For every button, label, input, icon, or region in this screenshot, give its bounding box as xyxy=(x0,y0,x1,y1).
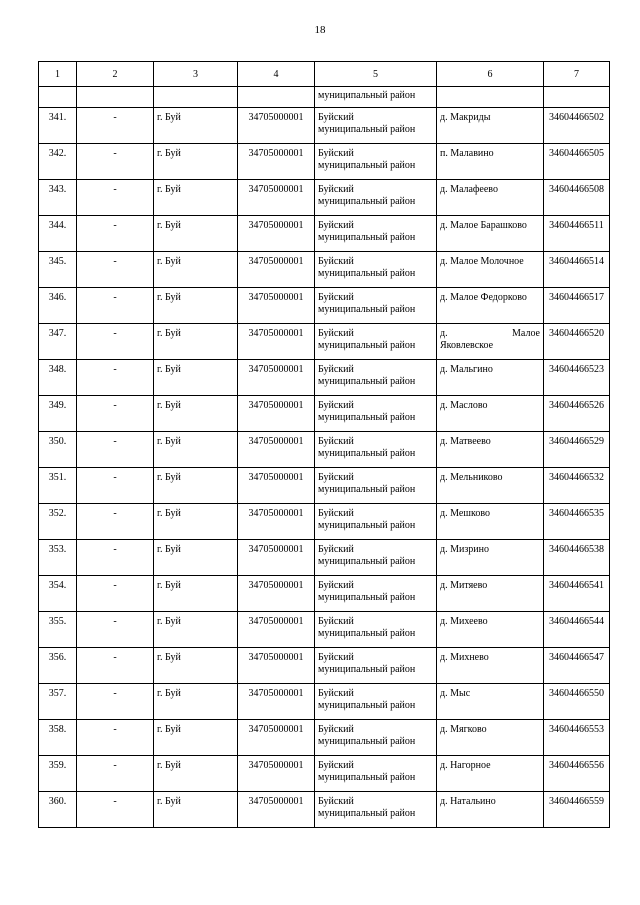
cell-city-code: 34705000001 xyxy=(238,288,315,324)
table-row xyxy=(39,324,610,360)
cell-municipality xyxy=(315,288,437,324)
settlement-name: д. Малафеево xyxy=(440,184,498,195)
cell-settlement-code: 34604466550 xyxy=(544,684,610,720)
municipality-type: муниципальный район xyxy=(318,412,416,423)
municipality-type: муниципальный район xyxy=(318,160,416,171)
cell-city-code: 34705000001 xyxy=(238,216,315,252)
settlement-name: д. Малое Молочное xyxy=(440,256,524,267)
cell-city: г. Буй xyxy=(154,324,238,360)
cell-settlement xyxy=(437,792,544,828)
table-row xyxy=(39,756,610,792)
settlement-name-part: Малое xyxy=(512,328,540,339)
settlement-name: д. Митяево xyxy=(440,580,488,591)
cell-municipality xyxy=(315,324,437,360)
cell-municipality xyxy=(315,540,437,576)
cell xyxy=(154,87,238,108)
cell-dash: - xyxy=(77,720,154,756)
cell-settlement-code: 34604466553 xyxy=(544,720,610,756)
settlement-name: д. Нагорное xyxy=(440,760,491,771)
header-col-5: 5 xyxy=(315,62,437,87)
municipality-name: Буйский xyxy=(318,400,354,411)
cell-settlement-code: 34604466520 xyxy=(544,324,610,360)
municipality-name: Буйский xyxy=(318,724,354,735)
cell-settlement xyxy=(437,468,544,504)
cell-city: г. Буй xyxy=(154,792,238,828)
cell-city: г. Буй xyxy=(154,288,238,324)
cell-number: 342. xyxy=(39,144,77,180)
cell-settlement xyxy=(437,360,544,396)
cell-city: г. Буй xyxy=(154,756,238,792)
cell-dash: - xyxy=(77,432,154,468)
settlement-name: д. Мельниково xyxy=(440,472,503,483)
cell-number: 353. xyxy=(39,540,77,576)
cell xyxy=(544,87,610,108)
cell-city-code: 34705000001 xyxy=(238,108,315,144)
cell-settlement-code: 34604466502 xyxy=(544,108,610,144)
cell-settlement-code: 34604466508 xyxy=(544,180,610,216)
cell-city: г. Буй xyxy=(154,432,238,468)
cell-city-code: 34705000001 xyxy=(238,252,315,288)
cell-city-code: 34705000001 xyxy=(238,720,315,756)
cell-municipality xyxy=(315,720,437,756)
municipality-name: Буйский xyxy=(318,688,354,699)
cell-settlement xyxy=(437,540,544,576)
municipality-type: муниципальный район xyxy=(318,736,416,747)
municipality-name: Буйский xyxy=(318,508,354,519)
cell-settlement-code: 34604466556 xyxy=(544,756,610,792)
table-row xyxy=(39,648,610,684)
table-row xyxy=(39,540,610,576)
cell-city: г. Буй xyxy=(154,504,238,540)
municipality-type: муниципальный район xyxy=(318,556,416,567)
table-row xyxy=(39,108,610,144)
cell-city: г. Буй xyxy=(154,576,238,612)
table-row xyxy=(39,684,610,720)
cell-municipality xyxy=(315,216,437,252)
cell-settlement xyxy=(437,396,544,432)
municipality-type: муниципальный район xyxy=(318,772,416,783)
cell-settlement-code: 34604466523 xyxy=(544,360,610,396)
cell-city: г. Буй xyxy=(154,648,238,684)
cell-municipality xyxy=(315,612,437,648)
cell-number: 350. xyxy=(39,432,77,468)
cell xyxy=(238,87,315,108)
cell-settlement xyxy=(437,216,544,252)
settlement-name: п. Малавино xyxy=(440,148,494,159)
municipality-name: Буйский xyxy=(318,220,354,231)
municipality-name: Буйский xyxy=(318,472,354,483)
cell-dash: - xyxy=(77,468,154,504)
cell-municipality: муниципальный район xyxy=(315,87,437,108)
cell-dash: - xyxy=(77,360,154,396)
cell-city-code: 34705000001 xyxy=(238,684,315,720)
settlements-table xyxy=(38,61,610,828)
cell-dash: - xyxy=(77,504,154,540)
cell-number: 344. xyxy=(39,216,77,252)
cell-settlement xyxy=(437,432,544,468)
cell xyxy=(77,87,154,108)
municipality-name: Буйский xyxy=(318,184,354,195)
municipality-type: муниципальный район xyxy=(318,124,416,135)
cell-dash: - xyxy=(77,108,154,144)
cell-settlement-code: 34604466559 xyxy=(544,792,610,828)
cell xyxy=(437,87,544,108)
settlement-name: д. Мизрино xyxy=(440,544,489,555)
municipality-name: Буйский xyxy=(318,544,354,555)
municipality-type: муниципальный район xyxy=(318,268,416,279)
settlement-name: д. Натальино xyxy=(440,796,496,807)
cell-settlement xyxy=(437,504,544,540)
municipality-type: муниципальный район xyxy=(318,376,416,387)
table-row xyxy=(39,252,610,288)
cell-settlement xyxy=(437,324,544,360)
cell-dash: - xyxy=(77,792,154,828)
cell-number: 343. xyxy=(39,180,77,216)
cell-city: г. Буй xyxy=(154,396,238,432)
municipality-type: муниципальный район xyxy=(318,592,416,603)
cell-city-code: 34705000001 xyxy=(238,144,315,180)
cell-municipality xyxy=(315,576,437,612)
cell-city-code: 34705000001 xyxy=(238,612,315,648)
cell-city: г. Буй xyxy=(154,468,238,504)
cell-settlement xyxy=(437,252,544,288)
cell-municipality xyxy=(315,504,437,540)
cell-city-code: 34705000001 xyxy=(238,504,315,540)
cell-dash: - xyxy=(77,648,154,684)
header-col-2: 2 xyxy=(77,62,154,87)
municipality-name: Буйский xyxy=(318,148,354,159)
cell-settlement xyxy=(437,144,544,180)
municipality-type: муниципальный район xyxy=(318,448,416,459)
settlement-name: д. Маслово xyxy=(440,400,488,411)
table-row xyxy=(39,396,610,432)
cell-municipality xyxy=(315,396,437,432)
settlement-name: д. Мальгино xyxy=(440,364,493,375)
cell-dash: - xyxy=(77,612,154,648)
cell-city-code: 34705000001 xyxy=(238,432,315,468)
cell-city-code: 34705000001 xyxy=(238,468,315,504)
settlement-line-1 xyxy=(440,328,540,340)
cell-city: г. Буй xyxy=(154,108,238,144)
cell-municipality xyxy=(315,684,437,720)
table-header-row xyxy=(39,62,610,87)
header-col-3: 3 xyxy=(154,62,238,87)
municipality-type: муниципальный район xyxy=(318,700,416,711)
settlement-name: д. Михеево xyxy=(440,616,488,627)
cell-settlement-code: 34604466526 xyxy=(544,396,610,432)
settlement-name: д. Матвеево xyxy=(440,436,491,447)
cell-number: 346. xyxy=(39,288,77,324)
cell-municipality xyxy=(315,252,437,288)
cell-dash: - xyxy=(77,756,154,792)
cell-dash: - xyxy=(77,396,154,432)
cell-number: 359. xyxy=(39,756,77,792)
cell-number: 347. xyxy=(39,324,77,360)
cell-settlement-code: 34604466541 xyxy=(544,576,610,612)
cell-city-code: 34705000001 xyxy=(238,576,315,612)
header-col-1: 1 xyxy=(39,62,77,87)
cell-settlement-code: 34604466538 xyxy=(544,540,610,576)
municipality-name: Буйский xyxy=(318,364,354,375)
cell-city: г. Буй xyxy=(154,720,238,756)
cell-settlement xyxy=(437,288,544,324)
cell-dash: - xyxy=(77,288,154,324)
cell-settlement-code: 34604466529 xyxy=(544,432,610,468)
cell-number: 348. xyxy=(39,360,77,396)
cell-municipality xyxy=(315,468,437,504)
municipality-type: муниципальный район xyxy=(318,340,416,351)
page-number: 18 xyxy=(314,24,326,36)
settlement-name: д. Михнево xyxy=(440,652,489,663)
cell-settlement xyxy=(437,720,544,756)
cell-city-code: 34705000001 xyxy=(238,396,315,432)
cell-settlement xyxy=(437,684,544,720)
cell-settlement xyxy=(437,756,544,792)
cell-city-code: 34705000001 xyxy=(238,360,315,396)
municipality-name: Буйский xyxy=(318,580,354,591)
municipality-name: Буйский xyxy=(318,796,354,807)
cell-city: г. Буй xyxy=(154,612,238,648)
municipality-type: муниципальный район xyxy=(318,520,416,531)
cell-dash: - xyxy=(77,576,154,612)
municipality-name: Буйский xyxy=(318,328,354,339)
cell-number: 341. xyxy=(39,108,77,144)
table-row xyxy=(39,432,610,468)
cell-settlement xyxy=(437,108,544,144)
cell-dash: - xyxy=(77,540,154,576)
table-row xyxy=(39,468,610,504)
cell-city: г. Буй xyxy=(154,540,238,576)
cell-number: 349. xyxy=(39,396,77,432)
cell-dash: - xyxy=(77,324,154,360)
cell-dash: - xyxy=(77,216,154,252)
settlement-name: д. Мешково xyxy=(440,508,490,519)
settlement-name: д. Мыс xyxy=(440,688,471,699)
cell-municipality xyxy=(315,792,437,828)
cell-settlement-code: 34604466535 xyxy=(544,504,610,540)
table-row xyxy=(39,216,610,252)
cell-city-code: 34705000001 xyxy=(238,180,315,216)
cell-dash: - xyxy=(77,180,154,216)
cell-settlement-code: 34604466547 xyxy=(544,648,610,684)
cell-settlement-code: 34604466514 xyxy=(544,252,610,288)
table-row xyxy=(39,180,610,216)
municipality-name: Буйский xyxy=(318,292,354,303)
municipality-type: муниципальный район xyxy=(318,196,416,207)
cell-city: г. Буй xyxy=(154,252,238,288)
settlement-name-part: Яковлевское xyxy=(440,340,494,351)
settlement-name: д. Мягково xyxy=(440,724,487,735)
cell-number: 352. xyxy=(39,504,77,540)
cell-city: г. Буй xyxy=(154,180,238,216)
cell-number: 345. xyxy=(39,252,77,288)
cell-city: г. Буй xyxy=(154,144,238,180)
cell-settlement xyxy=(437,180,544,216)
municipality-type: муниципальный район xyxy=(318,304,416,315)
cell-settlement xyxy=(437,612,544,648)
table-row xyxy=(39,792,610,828)
cell-settlement xyxy=(437,648,544,684)
cell-municipality xyxy=(315,756,437,792)
cell-municipality xyxy=(315,108,437,144)
cell-number: 360. xyxy=(39,792,77,828)
cell-settlement-code: 34604466517 xyxy=(544,288,610,324)
cell-number: 357. xyxy=(39,684,77,720)
cell-city-code: 34705000001 xyxy=(238,324,315,360)
cell-number: 358. xyxy=(39,720,77,756)
municipality-type: муниципальный район xyxy=(318,664,416,675)
cell-number: 351. xyxy=(39,468,77,504)
cell-number: 356. xyxy=(39,648,77,684)
settlement-name: д. Малое Барашково xyxy=(440,220,527,231)
cell-municipality xyxy=(315,648,437,684)
municipality-name: Буйский xyxy=(318,436,354,447)
cell-settlement-code: 34604466505 xyxy=(544,144,610,180)
cell-dash: - xyxy=(77,684,154,720)
municipality-type: муниципальный район xyxy=(318,628,416,639)
municipality-name: Буйский xyxy=(318,616,354,627)
cell-dash: - xyxy=(77,144,154,180)
table-row xyxy=(39,612,610,648)
cell-municipality xyxy=(315,432,437,468)
table-row xyxy=(39,720,610,756)
cell-city: г. Буй xyxy=(154,216,238,252)
cell-settlement-code: 34604466511 xyxy=(544,216,610,252)
cell-municipality xyxy=(315,180,437,216)
table-row xyxy=(39,288,610,324)
cell-municipality xyxy=(315,144,437,180)
municipality-name: Буйский xyxy=(318,760,354,771)
table-row xyxy=(39,144,610,180)
cell-city-code: 34705000001 xyxy=(238,756,315,792)
municipality-name: Буйский xyxy=(318,112,354,123)
cell-city-code: 34705000001 xyxy=(238,792,315,828)
municipality-type: муниципальный район xyxy=(318,808,416,819)
cell-city: г. Буй xyxy=(154,360,238,396)
settlement-name: д. Макриды xyxy=(440,112,491,123)
table-row xyxy=(39,360,610,396)
header-col-4: 4 xyxy=(238,62,315,87)
table-row xyxy=(39,576,610,612)
header-col-6: 6 xyxy=(437,62,544,87)
municipality-type: муниципальный район xyxy=(318,484,416,495)
cell-settlement xyxy=(437,576,544,612)
table-row xyxy=(39,504,610,540)
settlement-type: д. xyxy=(440,328,448,339)
cell-city-code: 34705000001 xyxy=(238,540,315,576)
cell-dash: - xyxy=(77,252,154,288)
cell-settlement-code: 34604466532 xyxy=(544,468,610,504)
cell-municipality xyxy=(315,360,437,396)
settlement-name: д. Малое Федорково xyxy=(440,292,527,303)
municipality-type: муниципальный район xyxy=(318,232,416,243)
header-col-7: 7 xyxy=(544,62,610,87)
cell-city-code: 34705000001 xyxy=(238,648,315,684)
cell-number: 355. xyxy=(39,612,77,648)
cell-settlement-code: 34604466544 xyxy=(544,612,610,648)
municipality-name: Буйский xyxy=(318,256,354,267)
cell-city: г. Буй xyxy=(154,684,238,720)
cell xyxy=(39,87,77,108)
municipality-name: Буйский xyxy=(318,652,354,663)
cell-number: 354. xyxy=(39,576,77,612)
continuation-row xyxy=(39,87,610,108)
